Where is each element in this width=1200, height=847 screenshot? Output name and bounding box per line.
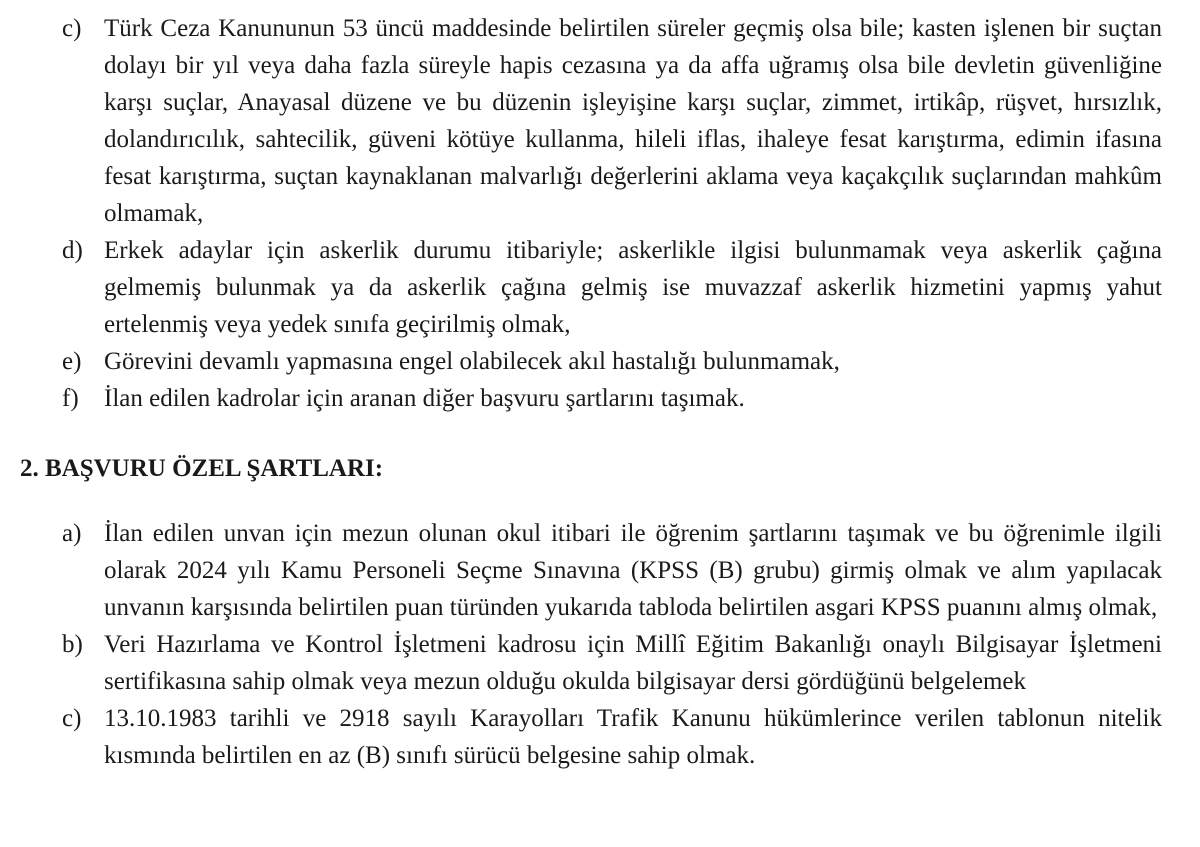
item-text: 13.10.1983 tarihli ve 2918 sayılı Karayolları Trafik Kanunu hükümlerince verilen tablonun nitelik kısmında belirtilen en az (B) sınıfı sürücü belgesine sahip olmak. [104,705,1162,769]
list-item [62,626,1162,700]
list-item [62,515,1162,626]
general-conditions-list [62,10,1162,417]
item-text: İlan edilen unvan için mezun olunan okul itibari ile öğrenim şartlarını taşımak ve bu öğrenimle ilgili olarak 2024 yılı Kamu Personeli Seçme Sınavına (KPSS (B) grubu) girmiş olmak ve alım yapılacak unvanın karşısında belirtilen puan türünden yukarıda tabloda belirtilen asgari KPSS puanını almış olmak, [104,520,1162,621]
item-text: Erkek adaylar için askerlik durumu itibariyle; askerlikle ilgisi bulunmamak veya askerlik çağına gelmemiş bulunmak ya da askerlik çağına gelmiş ise muvazzaf askerlik hizmetini yapmış yahut ertelenmiş veya yedek sınıfa geçirilmiş olmak, [104,237,1162,338]
item-text: Veri Hazırlama ve Kontrol İşletmeni kadrosu için Millî Eğitim Bakanlığı onaylı Bilgisayar İşletmeni sertifikasına sahip olmak veya mezun olduğu okulda bilgisayar dersi gördüğünü belgelemek [104,631,1162,695]
item-text: İlan edilen kadrolar için aranan diğer başvuru şartlarını taşımak. [104,385,745,412]
section-heading: 2. BAŞVURU ÖZEL ŞARTLARI: [20,455,384,482]
list-item [62,343,1162,380]
item-marker: d) [62,237,83,264]
list-item [62,10,1162,232]
item-marker: c) [62,705,82,732]
item-marker: c) [62,15,82,42]
special-conditions-list [62,515,1162,774]
item-text: Görevini devamlı yapmasına engel olabilecek akıl hastalığı bulunmamak, [104,348,840,375]
item-text: Türk Ceza Kanununun 53 üncü maddesinde belirtilen süreler geçmiş olsa bile; kasten işlenen bir suçtan dolayı bir yıl veya daha fazla süreyle hapis cezasına ya da affa uğramış olsa bile devletin güvenliğine karşı suçlar, Anayasal düzene ve bu düzenin işleyişine karşı suçlar, zimmet, irtikâp, rüşvet, hırsızlık, dolandırıcılık, sahtecilik, güveni kötüye kullanma, hileli iflas, ihaleye fesat karıştırma, edimin ifasına fesat karıştırma, suçtan kaynaklanan malvarlığı değerlerini aklama veya kaçakçılık suçlarından mahkûm olmamak, [104,15,1162,227]
list-item [62,380,1162,417]
item-marker: a) [62,520,82,547]
item-marker: b) [62,631,83,658]
list-item [62,232,1162,343]
item-marker: e) [62,348,82,375]
list-item [62,700,1162,774]
item-marker: f) [62,385,79,412]
